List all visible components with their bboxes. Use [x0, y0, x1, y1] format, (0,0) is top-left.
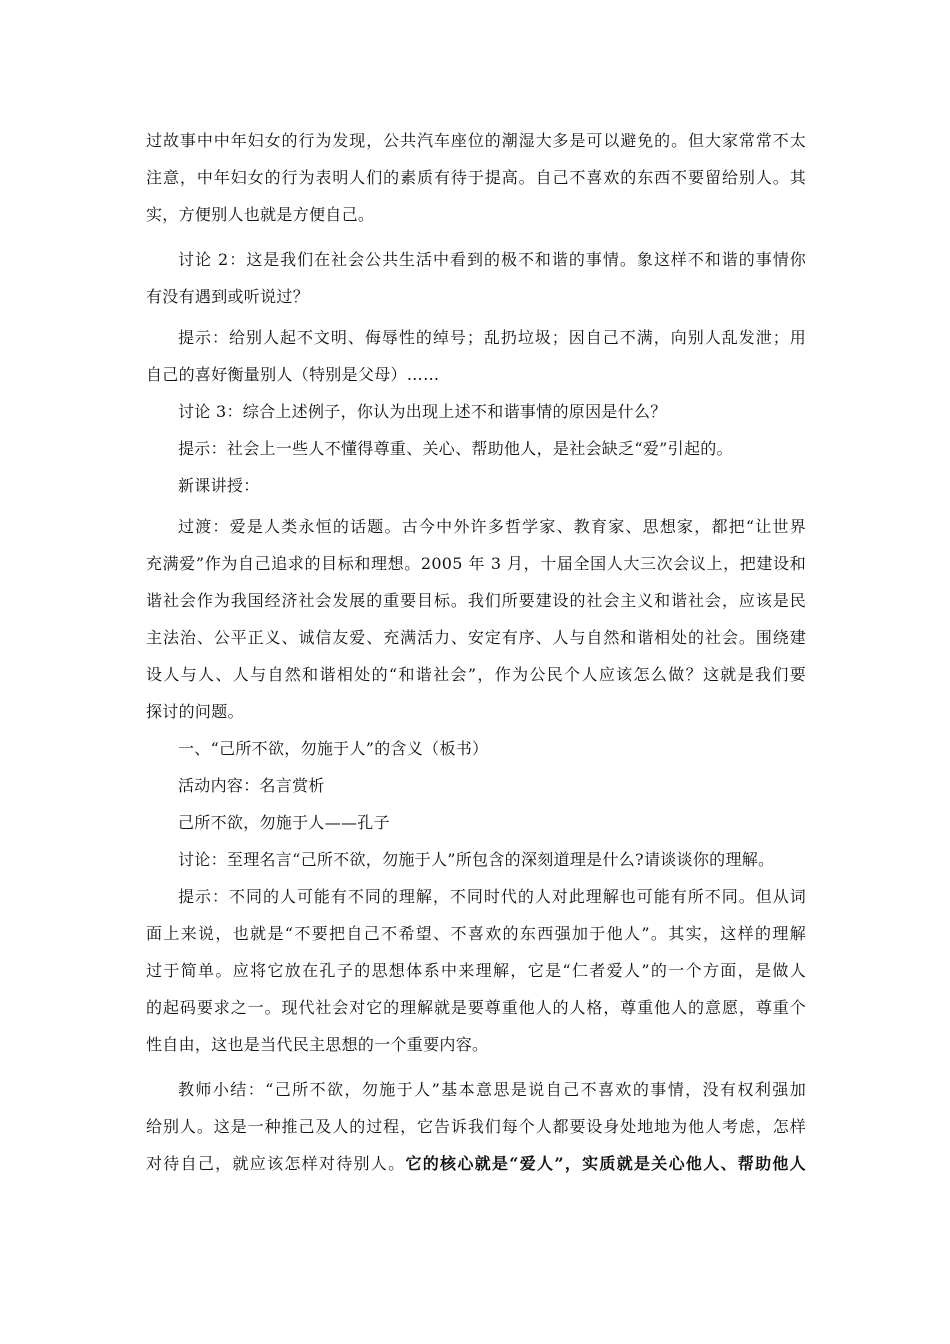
text-line: [146, 1145, 806, 1182]
quote-line: 己所不欲，勿施于人——孔子: [178, 813, 390, 832]
text-line: 设人与人、人与自然和谐相处的“和谐社会”，作为公民个人应该怎么做？这就是我们要: [146, 665, 806, 684]
text-line: 给别人。这是一种推己及人的过程，它告诉我们每个人都要设身处地地为他人考虑，怎样: [146, 1117, 806, 1136]
text-normal: 对待自己，就应该怎样对待别人。: [146, 1154, 406, 1173]
text-line: 过于简单。应将它放在孔子的思想体系中来理解，它是“仁者爱人”的一个方面，是做人: [146, 961, 806, 980]
section-heading: 一、“己所不欲，勿施于人”的含义（板书）: [178, 739, 489, 758]
text-line: 充满爱”作为自己追求的目标和理想。2005 年 3 月，十届全国人大三次会议上，把建设和: [146, 554, 806, 573]
text-bold-emphasis: 它的核心就是“爱人”，实质就是关心他人、帮助他人: [405, 1154, 806, 1173]
text-line: 主法治、公平正义、诚信友爱、充满活力、安定有序、人与自然和谐相处的社会。围绕建: [146, 628, 806, 647]
text-line: 谐社会作为我国经济社会发展的重要目标。我们所要建设的社会主义和谐社会，应该是民: [146, 591, 806, 610]
text-line: 教师小结：“己所不欲，勿施于人”基本意思是说自己不喜欢的事情，没有权利强加: [178, 1080, 806, 1099]
text-line: 讨论：至理名言“己所不欲，勿施于人”所包含的深刻道理是什么?请谈谈你的理解。: [178, 850, 775, 869]
text-line: 提示：不同的人可能有不同的理解，不同时代的人对此理解也可能有所不同。但从词: [178, 887, 806, 906]
text-line: 实，方便别人也就是方便自己。: [146, 205, 375, 224]
text-line: 自己的喜好衡量别人（特别是父母）……: [146, 365, 440, 384]
section-heading: 新课讲授：: [178, 476, 260, 495]
text-line: 提示：给别人起不文明、侮辱性的绰号；乱扔垃圾；因自己不满，向别人乱发泄；用: [178, 328, 806, 347]
text-line: 提示：社会上一些人不懂得尊重、关心、帮助他人，是社会缺乏“爱”引起的。: [178, 439, 733, 458]
text-line: 活动内容：名言赏析: [178, 776, 325, 795]
text-line: 讨论 2：这是我们在社会公共生活中看到的极不和谐的事情。象这样不和谐的事情你: [178, 250, 806, 269]
text-line: 面上来说，也就是“不要把自己不希望、不喜欢的东西强加于他人”。其实，这样的理解: [146, 924, 806, 943]
text-line: 讨论 3：综合上述例子，你认为出现上述不和谐事情的原因是什么？: [178, 402, 667, 421]
text-line: 注意，中年妇女的行为表明人们的素质有待于提高。自己不喜欢的东西不要留给别人。其: [146, 168, 806, 187]
document-body: [146, 122, 806, 1182]
text-line: 探讨的问题。: [146, 702, 244, 721]
text-line: 过渡：爱是人类永恒的话题。古今中外许多哲学家、教育家、思想家，都把“让世界: [178, 517, 806, 536]
text-line: 过故事中中年妇女的行为发现，公共汽车座位的潮湿大多是可以避免的。但大家常常不太: [146, 131, 806, 150]
text-line: 的起码要求之一。现代社会对它的理解就是要尊重他人的人格，尊重他人的意愿，尊重个: [146, 998, 806, 1017]
text-line: 有没有遇到或听说过？: [146, 287, 310, 306]
text-line: 性自由，这也是当代民主思想的一个重要内容。: [146, 1035, 489, 1054]
